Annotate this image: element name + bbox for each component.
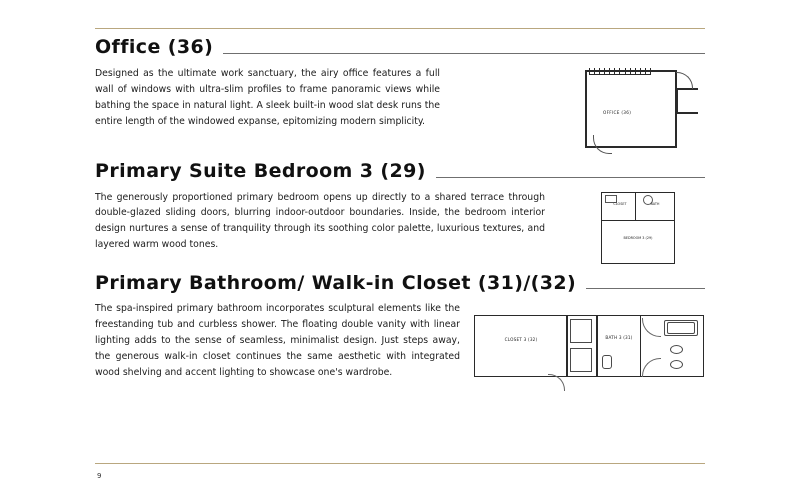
plan-room-label: OFFICE (36)	[603, 109, 632, 115]
plan-wall	[596, 315, 598, 377]
plan-wall	[601, 220, 675, 221]
section-paragraph: The spa-inspired primary bathroom incorporates sculptural elements like the freestanding tub and curbless shower. The floating double vanity with linear lighting adds to the sense of seamless, minimalist design. Just steps away, the generous walk-in closet continues the same aesthetic with integrated wood shelving and accent lighting to showcase one's wardrobe.	[95, 303, 460, 379]
floorplan-bedroom	[597, 190, 689, 268]
section-primary-bathroom-closet	[95, 272, 705, 392]
toilet-icon	[602, 355, 612, 369]
bathtub-inner-icon	[667, 322, 695, 334]
plan-wall	[635, 192, 636, 220]
shower-icon	[570, 319, 592, 343]
section-body	[95, 190, 705, 268]
plan-room-label: BEDROOM 3 (29)	[623, 235, 653, 240]
heading-rule	[223, 53, 705, 54]
page-number: 9	[97, 472, 102, 480]
section-title: Primary Bathroom/ Walk-in Closet (31)/(32)	[95, 271, 577, 294]
window-wall-icon	[589, 68, 651, 75]
plan-wall	[566, 315, 568, 377]
section-primary-suite-bedroom	[95, 160, 705, 268]
section-title: Primary Suite Bedroom 3 (29)	[95, 159, 426, 182]
page-content	[95, 36, 705, 395]
section-paragraph: The generously proportioned primary bedroom opens up directly to a shared terrace through double-glazed sliding doors, blurring indoor-outdoor boundaries. Inside, the bedroom interior design nurtures a sense of tranquility through its soothing color palette, luxurious textures, and layered warm wood tones.	[95, 191, 545, 251]
plan-notch	[676, 88, 698, 114]
section-title: Office (36)	[95, 36, 214, 58]
door-swing-icon	[593, 135, 612, 154]
footer-rule	[95, 463, 705, 464]
section-heading	[95, 272, 705, 296]
floorplan-bathroom-closet	[474, 315, 706, 391]
shower-icon	[570, 348, 592, 372]
floorplan-office	[577, 66, 697, 156]
plan-room-label: CLOSET	[613, 201, 627, 206]
heading-rule	[586, 288, 705, 289]
plan-wall	[640, 315, 641, 377]
section-body	[95, 66, 705, 156]
section-heading	[95, 36, 705, 60]
plan-room-label: BATH 3 (31)	[605, 335, 633, 341]
door-swing-icon	[676, 72, 693, 89]
header-rule	[95, 28, 705, 29]
heading-rule	[436, 177, 705, 178]
plan-room-label: BATH	[650, 201, 660, 206]
section-paragraph: Designed as the ultimate work sanctuary, the airy office features a full wall of windows with ultra-slim profiles to frame panoramic views while bathing the space in natural light. A sleek built-in wood slat desk runs the entire length of the windowed expanse, epitomizing modern simplicity.	[95, 67, 440, 127]
section-heading	[95, 160, 705, 184]
section-body	[95, 301, 705, 391]
plan-room-label: CLOSET 3 (32)	[504, 337, 538, 343]
section-office	[95, 36, 705, 156]
